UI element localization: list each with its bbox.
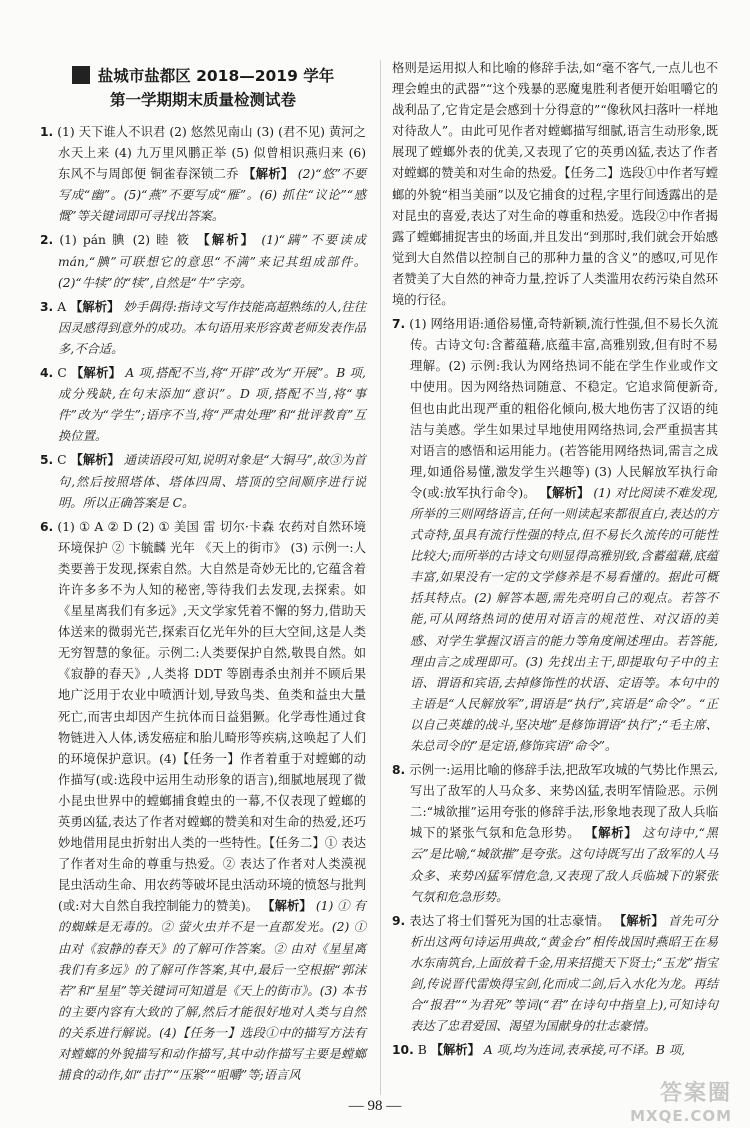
answer-item xyxy=(392,760,718,908)
answer-item xyxy=(40,450,366,513)
answer-number: 8. xyxy=(392,763,406,778)
analysis-tag: 【解析】 xyxy=(197,233,256,248)
analysis-text: (1)“蹒”不要读成 mán,“腆”可联想它的意思“不满”来记其组成部件。(2)“牛犊”的“犊”,自然是“牛”字旁。 xyxy=(58,233,366,290)
answer-number: 4. xyxy=(40,366,54,381)
answer-item xyxy=(392,1040,718,1061)
exam-title xyxy=(40,64,366,112)
answer-item xyxy=(40,363,366,447)
analysis-tag: 【解析】 xyxy=(430,1043,480,1058)
analysis-tag: 【解析】 xyxy=(70,453,120,468)
answer-number: 7. xyxy=(392,317,406,332)
analysis-tag: 【解析】 xyxy=(539,485,590,500)
answer-text: (1) 网络用语:通俗易懂,奇特新颖,流行性强,但不易长久流传。古诗文句:含蓄蕴藉,底蕴丰富,高雅别致,但有时不易理解。(2) 示例:我认为网络热词不能在学生作业或作文中使用。因为网络热词随意、不稳定。它追求简便新奇,但也由此出现严重的粗俗化倾向,极大地伤害了汉语的纯洁与美感。学生如果过早地使用网络热词,会严重损害其对语言的感悟和运用能力。(若答能用网络热词,需言之成理,如通俗易懂,激发学生兴趣等) (3) 人民解放军执行命令(或:放军执行命令)。 xyxy=(409,317,718,500)
title-line-2: 第一学期期末质量检测试卷 xyxy=(109,91,296,109)
analysis-tag: 【解析】 xyxy=(262,899,312,914)
analysis-text: A 项,搭配不当,将“开辟”改为“开展”。B 项,成分残缺,在句末添加“意识”。D 项,搭配不当,将“事件”改为“学生”;语序不当,将“严肃处理”和“批评教育”互换位置。 xyxy=(58,366,366,444)
answer-number: 9. xyxy=(392,913,406,928)
title-marker-icon xyxy=(72,66,90,84)
left-answer-list xyxy=(40,122,366,1086)
analysis-text: A 项,均为连词,表承接,可不译。B 项, xyxy=(483,1043,686,1058)
analysis-text: 通读语段可知,说明对象是“大铜马”,故③为首句,然后按照塔体、塔体四周、塔顶的空间顺序进行说明。所以正确答案是 C。 xyxy=(58,453,366,510)
watermark-logo xyxy=(612,1076,732,1125)
analysis-text: (1) ① 有的蜘蛛是无毒的。② 萤火虫并不是一直都发光。(2) ① 由对《寂静的春天》的了解可作答案。② 由对《星星离我们有多远》的了解可作答案,其中,最后一空根据“郭沫若”和“星星”等关键词可知道是《天上的街市》。(3) 本书的主要内容有大致的了解,然后才能很好地对人类与自然的关系进行解说。(4)【任务一】选段①中的描写方法有对螳螂的外貌描写和动作描写,其中动作描写主要是螳螂捕食的动作,如“击打”“压紧”“咀嚼”等;语言风 xyxy=(58,899,366,1083)
answer-text: A xyxy=(57,299,67,314)
analysis-tag: 【解析】 xyxy=(243,167,294,182)
answer-item xyxy=(392,911,718,1038)
title-text-1: 盐城市盐都区 2018—2019 学年 xyxy=(97,67,335,85)
watermark-bottom-text: MXQE.COM xyxy=(630,1107,732,1125)
left-column xyxy=(40,58,366,1089)
answer-number: 2. xyxy=(40,233,54,248)
analysis-text: (1) 对比阅读不难发现,所举的三则网络语言,任何一则读起来都很直白,表达的方式奇特,虽具有流行性强的特点,但不易长久流传的可能性比较大;而所举的古诗文句则显得高雅别致,含蓄蕴藉,底蕴丰富,如果没有一定的文学修养是不易看懂的。据此可概括其特点。(2) 解答本题,需先亮明自己的观点。若答不能,可从网络热词的使用对语言的规范性、对汉语的美感、对学生掌握汉语言的能力等角度阐述理由。若答能,理由言之成理即可。(3) 先找出主干,即提取句子中的主语、谓语和宾语,去掉修饰性的状语、定语等。本句中的主语是“人民解放军”,谓语是“执行”,宾语是“命令”。“正以自己英雄的战斗,坚决地”是修饰谓语“执行”;“毛主席、朱总司令的”是定语,修饰宾语“命令”。 xyxy=(410,485,718,753)
page-number: — 98 — xyxy=(348,1098,402,1114)
answer-text: (1) pán 腆 (2) 睦 筱 xyxy=(59,233,192,248)
answer-number: 10. xyxy=(392,1043,414,1058)
answer-item xyxy=(40,122,366,227)
answer-text: 格则是运用拟人和比喻的修辞手法,如“毫不客气,一点儿也不理会蝗虫的武器”“这个残暴的恶魔鬼胜利者便开始咀嚼它的战利品了,它肯定是会感到十分得意的”“像秋风扫落叶一样地对待敌人”。由此可见作者对螳螂描写细腻,语言生动形象,既展现了螳螂外表的优美,又表现了它的英勇凶猛,表达了作者对螳螂的赞美和对生命的热爱。【任务二】选段①中作者写螳螂的外貌“相当美丽”以及它捕食的过程,字里行间透露出的是对昆虫的喜爱,表达了对生命的尊重和热爱。选段②中作者揭露了螳螂捕捉害虫的场面,并且发出“到那时,我们就会开始感觉到大自然借以控制自己的那种力量的含义”的感叹,可见作者赞美了大自然的神奇力量,控诉了人类滥用农药污染自然环境的行径。 xyxy=(392,61,718,308)
answer-item xyxy=(40,297,366,360)
answer-text: 表达了将士们誓死为国的壮志豪情。 xyxy=(409,913,610,928)
answer-item xyxy=(392,314,718,757)
answer-number: 3. xyxy=(40,299,54,314)
analysis-tag: 【解析】 xyxy=(70,299,120,314)
answer-text: B xyxy=(417,1043,427,1058)
analysis-tag: 【解析】 xyxy=(585,826,638,841)
analysis-text: 妙手偶得:指诗文写作技能高超熟练的人,往往因灵感得到意外的成功。本句语用来形容黄老师发表作品多,不合适。 xyxy=(58,299,366,356)
answer-text: 示例一:运用比喻的修辞手法,把敌军攻城的气势比作黑云,写出了敌军的人马众多、来势凶猛,表明军情险恶。示例二:“城欲摧”运用夸张的修辞手法,形象地表现了敌人兵临城下的紧张气氛和危急形势。 xyxy=(409,763,718,841)
answer-item xyxy=(392,58,718,311)
answer-text: (1) 天下谁人不识君 (2) 悠然见南山 (3) (君不见) 黄河之水天上来 (4) 九万里风鹏正举 (5) 似曾相识燕归来 (6) 东风不与周郎便 铜雀春深锁二乔 xyxy=(57,125,366,182)
column-divider xyxy=(380,60,381,1095)
answer-number: 5. xyxy=(40,453,54,468)
analysis-text: (2)“悠”不要写成“幽”。(5)“燕”不要写成“雁”。(6) 抓住“议论”“感慨”等关键词即可寻找出答案。 xyxy=(58,167,366,224)
right-answer-list xyxy=(392,58,718,1061)
answer-text: (1) ① A ② D (2) ① 美国 雷 切尔·卡森 农药对自然环境 环境保护 ② 卞毓麟 光年 《天上的街市》 (3) 示例一:人类要善于发现,探索自然。大自然是奇妙无比的,它蕴含着许许多多不为人知的秘密,等待我们去发现,去探索。如《星星离我们有多远》,天文学家凭着不懈的努力,借助天体送来的微弱光芒,探索百亿光年外的巨大空间,这是人类无穷智慧的象征。示例二:人类要保护自然,敬畏自然。如《寂静的春天》,人类将 DDT 等剧毒杀虫剂并不顾后果地广泛用于农业中喷洒计划,导致鸟类、鱼类和益虫大量死亡,而害虫却因产生抗体而日益猖獗。化学毒性通过食物链进入人体,诱发癌症和胎儿畸形等疾病,这唤起了人们的环境保护意识。(4)【任务一】作者着重于对螳螂的动作描写(或:选段中运用生动形象的语言),细腻地展现了微小昆虫世界中的螳螂捕食蝗虫的一幕,不仅表现了螳螂的英勇凶猛,表达了作者对螳螂的赞美和对生命的热爱,还巧妙地借用昆虫折射出人类的一些特性。【任务二】① 表达了作者对生命的尊重与热爱。② 表达了作者对人类漠视昆虫活动生命、用农药等破坏昆虫活动环境的愤怒与批判(或:对大自然自我控制能力的赞美)。 xyxy=(57,519,366,914)
answer-text: C xyxy=(57,453,67,468)
analysis-text: 首先可分析出这两句诗运用典故,“黄金台”相传战国时燕昭王在易水东南筑台,上面放着千金,用来招揽天下贤士;“玉龙”指宝剑,传说晋代雷焕得宝剑,化而成二剑,后入水化为龙。再结合“报君”“为君死”等词(“君”在诗句中指皇上),可知诗句表达了忠君爱国、渴望为国献身的壮志豪情。 xyxy=(410,913,718,1034)
title-line-1 xyxy=(40,64,366,88)
analysis-tag: 【解析】 xyxy=(71,366,122,381)
answer-number: 6. xyxy=(40,519,54,534)
answer-text: C xyxy=(57,366,67,381)
analysis-tag: 【解析】 xyxy=(613,913,664,928)
answer-number: 1. xyxy=(40,125,54,139)
answer-item xyxy=(40,230,366,293)
answer-item xyxy=(40,517,366,1087)
right-column xyxy=(392,58,718,1064)
analysis-text: 这句诗中,“黑云”是比喻,“城欲摧”是夸张。这句诗既写出了敌军的人马众多、来势凶猛军情危急,又表现了敌人兵临城下的紧张气氛和危急形势。 xyxy=(410,826,718,904)
watermark-top-text: 答案圈 xyxy=(659,1081,732,1106)
